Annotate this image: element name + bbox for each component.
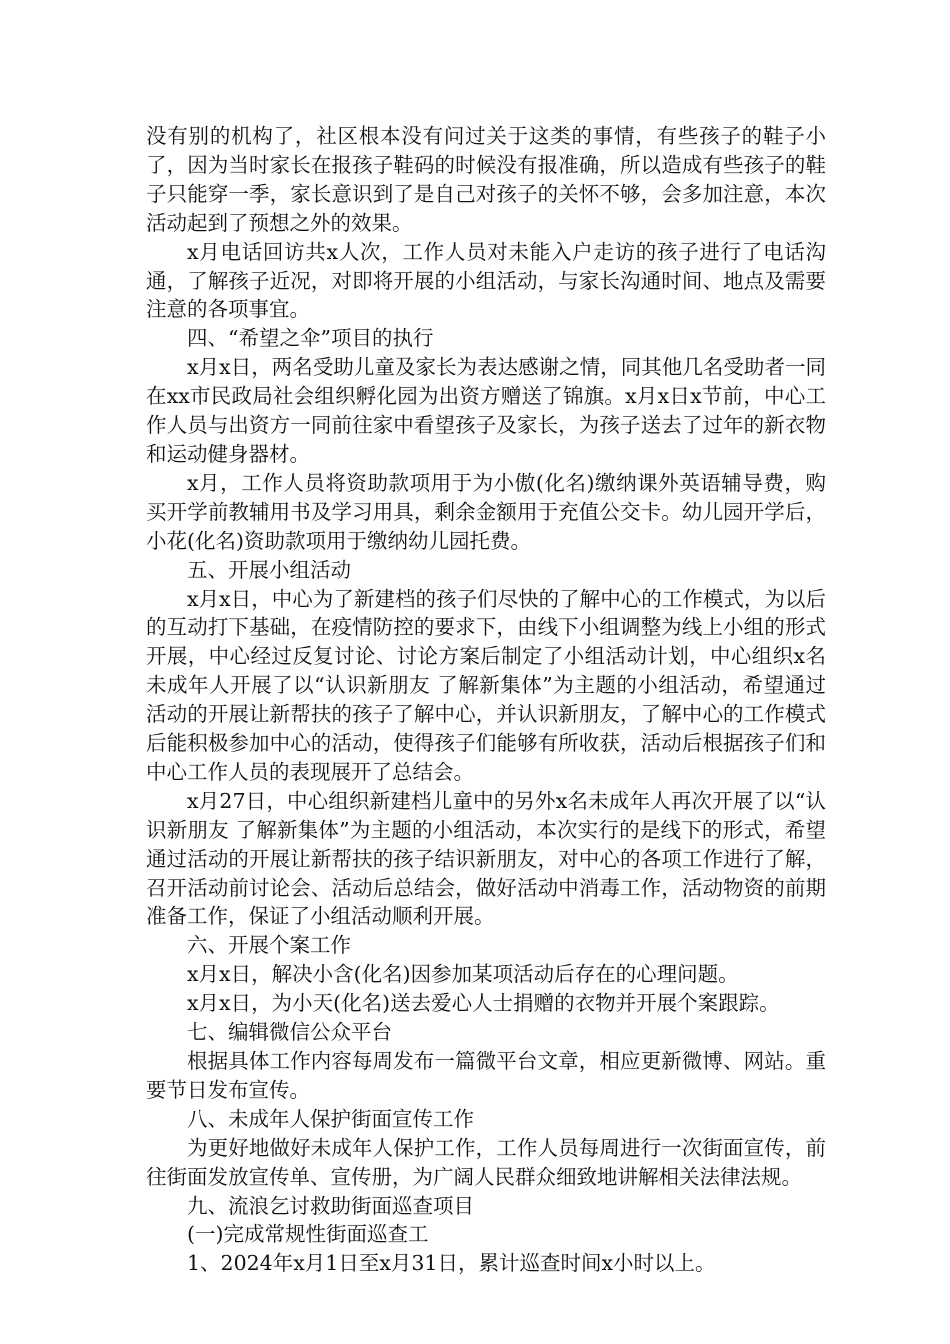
subsection-heading-9-1: (一)完成常规性街面巡查工 [187,1222,429,1247]
section-heading-9: 九、流浪乞讨救助街面巡查项目 [187,1193,474,1218]
paragraph-group-activity-online: x月x日，中心为了新建档的孩子们尽快的了解中心的工作模式，为以后的互动打下基础，在疫情防控的要求下，由线下小组调整为线上小组的形式开展，中心经过反复讨论、讨论方案后制定了小组活动计划，中心组织x名未成年人开展了以“认识新朋友 了解新集体”为主题的小组活动，希望通过活动的开展让新帮扶的孩子了解中心，并认识新朋友，了解中心的工作模式后能积极参加中心的活动，使得孩子们能够有所收获，活动后根据孩子们和中心工作人员的表现展开了总结会。 [146,586,826,784]
paragraph-case-2: x月x日，为小天(化名)送去爱心人士捐赠的衣物并开展个案跟踪。 [187,991,780,1016]
paragraph-patrol-hours: 1、2024年x月1日至x月31日，累计巡查时间x小时以上。 [187,1251,716,1276]
paragraph-funding-use: x月，工作人员将资助款项用于为小傲(化名)缴纳课外英语辅导费，购买开学前教辅用书及学习用具，剩余金额用于充值公交卡。幼儿园开学后，小花(化名)资助款项用于缴纳幼儿园托费。 [146,470,826,553]
paragraph-group-activity-offline: x月27日，中心组织新建档儿童中的另外x名未成年人再次开展了以“认识新朋友 了解新集体”为主题的小组活动，本次实行的是线下的形式，希望通过活动的开展让新帮扶的孩子结识新朋友，对中心的各项工作进行了解，召开活动前讨论会、活动后总结会，做好活动中消毒工作，活动物资的前期准备工作，保证了小组活动顺利开展。 [146,788,826,929]
paragraph-street-promotion: 为更好地做好未成年人保护工作，工作人员每周进行一次街面宣传，前往街面发放宣传单、宣传册，为广阔人民群众细致地讲解相关法律法规。 [146,1135,826,1189]
section-heading-5: 五、开展小组活动 [187,557,351,582]
section-heading-8: 八、未成年人保护街面宣传工作 [187,1106,474,1131]
section-heading-7: 七、编辑微信公众平台 [187,1020,392,1045]
paragraph-closing-activity: 没有别的机构了，社区根本没有问过关于这类的事情，有些孩子的鞋子小了，因为当时家长在报孩子鞋码的时候没有报准确，所以造成有些孩子的鞋子只能穿一季，家长意识到了是自己对孩子的关怀不够，会多加注意，本次活动起到了预想之外的效果。 [146,124,826,235]
paragraph-banner-thanks: x月x日，两名受助儿童及家长为表达感谢之情，同其他几名受助者一同在xx市民政局社会组织孵化园为出资方赠送了锦旗。x月x日x节前，中心工作人员与出资方一同前往家中看望孩子及家长，为孩子送去了过年的新衣物和运动健身器材。 [146,355,826,466]
paragraph-phone-followup: x月电话回访共x人次，工作人员对未能入户走访的孩子进行了电话沟通，了解孩子近况，对即将开展的小组活动，与家长沟通时间、地点及需要注意的各项事宜。 [146,239,826,322]
paragraph-wechat-platform: 根据具体工作内容每周发布一篇微平台文章，相应更新微博、网站。重要节日发布宣传。 [146,1049,826,1102]
paragraph-case-1: x月x日，解决小含(化名)因参加某项活动后存在的心理问题。 [187,962,739,987]
document-body [146,122,826,1278]
section-heading-4: 四、“希望之伞”项目的执行 [187,326,434,351]
section-heading-6: 六、开展个案工作 [187,933,351,958]
